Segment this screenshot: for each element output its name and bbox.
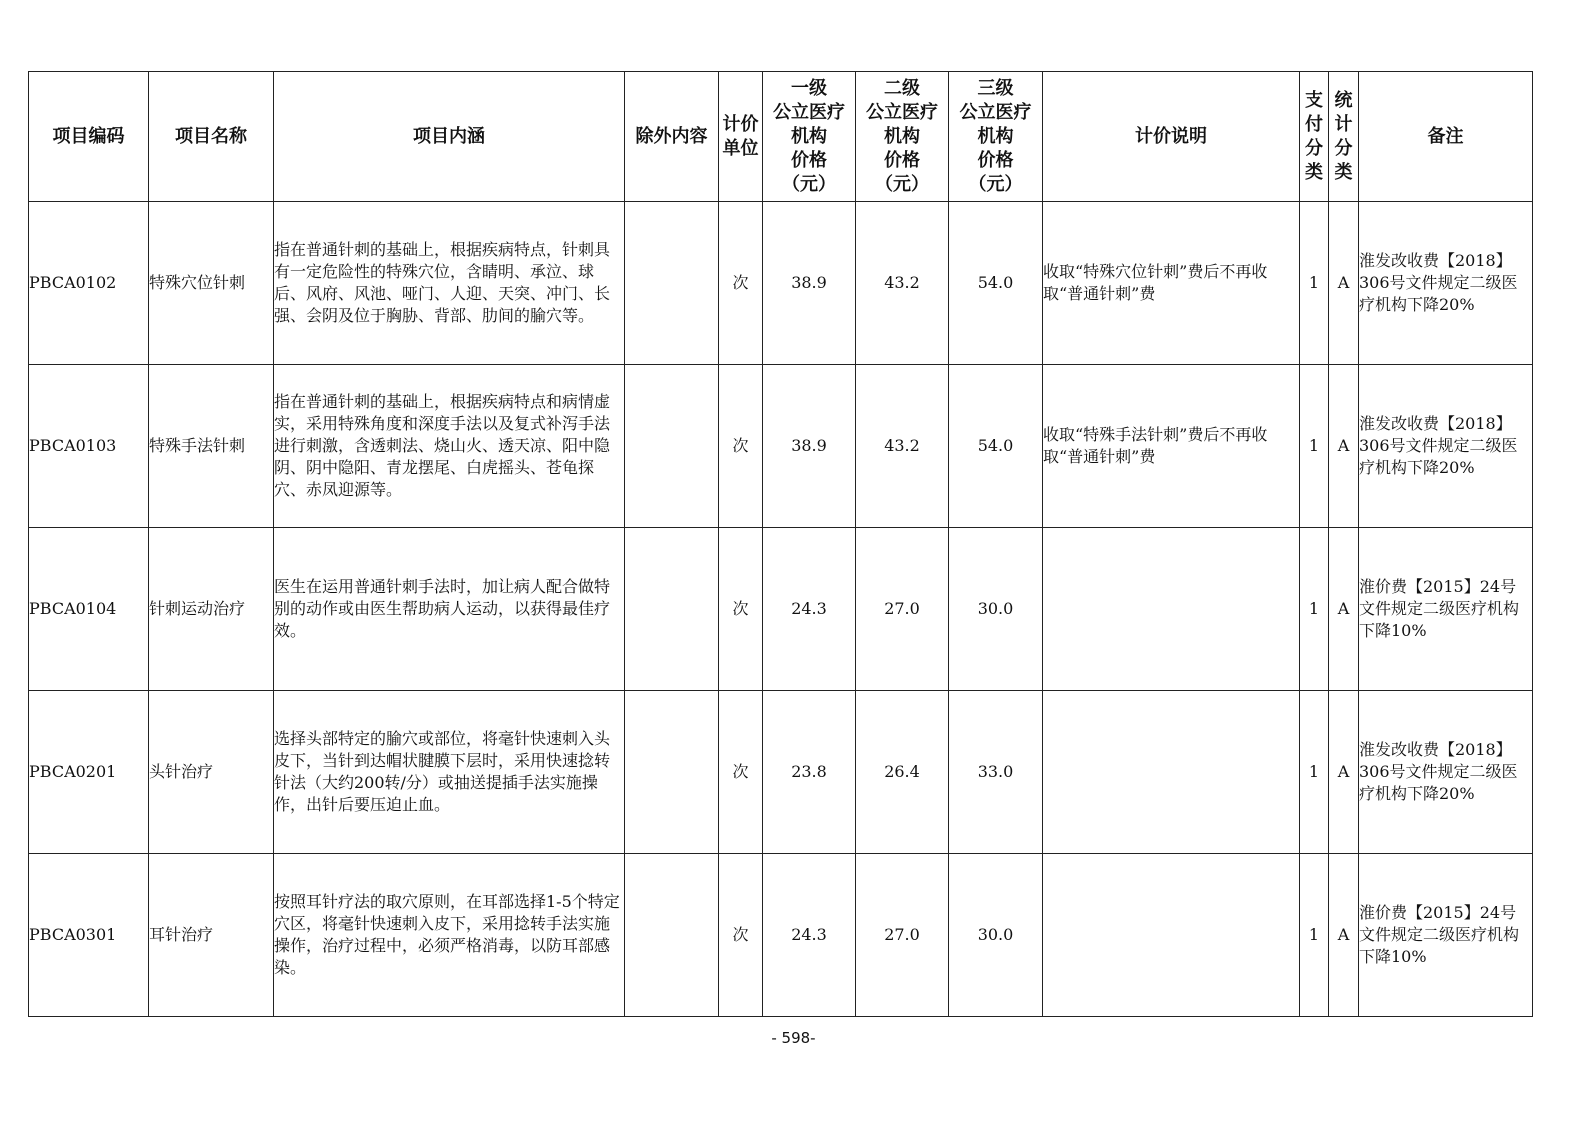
item-name: 特殊穴位针刺 xyxy=(149,202,274,365)
item-price-level1: 38.9 xyxy=(763,365,856,528)
item-stat-class: A xyxy=(1329,202,1359,365)
item-remark: 淮发改收费【2018】306号文件规定二级医疗机构下降20% xyxy=(1359,691,1533,854)
item-remark: 淮价费【2015】24号文件规定二级医疗机构下降10% xyxy=(1359,854,1533,1017)
item-pay-class: 1 xyxy=(1300,202,1329,365)
page-number: - 598- xyxy=(771,1029,816,1047)
header-pricing-note: 计价说明 xyxy=(1043,72,1300,202)
item-exclusion xyxy=(625,691,719,854)
item-unit: 次 xyxy=(719,854,763,1017)
table-row xyxy=(29,691,1533,854)
item-pay-class: 1 xyxy=(1300,854,1329,1017)
item-code: PBCA0104 xyxy=(29,528,149,691)
table-row xyxy=(29,202,1533,365)
item-name: 特殊手法针刺 xyxy=(149,365,274,528)
item-code: PBCA0102 xyxy=(29,202,149,365)
item-exclusion xyxy=(625,202,719,365)
item-price-level2: 27.0 xyxy=(856,528,949,691)
header-level1-price: 一级 公立医疗 机构 价格 （元） xyxy=(763,72,856,202)
header-exclusion: 除外内容 xyxy=(625,72,719,202)
header-pay-class: 支付分类 xyxy=(1300,72,1329,202)
item-pay-class: 1 xyxy=(1300,691,1329,854)
item-price-level2: 43.2 xyxy=(856,365,949,528)
table-row xyxy=(29,365,1533,528)
item-stat-class: A xyxy=(1329,691,1359,854)
header-level2-price: 二级 公立医疗 机构 价格 （元） xyxy=(856,72,949,202)
item-price-level2: 27.0 xyxy=(856,854,949,1017)
item-price-level2: 26.4 xyxy=(856,691,949,854)
item-pay-class: 1 xyxy=(1300,528,1329,691)
item-name: 针刺运动治疗 xyxy=(149,528,274,691)
item-exclusion xyxy=(625,365,719,528)
item-name: 耳针治疗 xyxy=(149,854,274,1017)
item-unit: 次 xyxy=(719,365,763,528)
item-content: 选择头部特定的腧穴或部位，将毫针快速刺入头皮下，当针到达帽状腱膜下层时，采用快速捻转针法（大约200转/分）或抽送提插手法实施操作，出针后要压迫止血。 xyxy=(274,691,625,854)
item-content: 指在普通针刺的基础上，根据疾病特点和病情虚实，采用特殊角度和深度手法以及复式补泻手法进行刺激，含透刺法、烧山火、透天凉、阳中隐阴、阴中隐阳、青龙摆尾、白虎摇头、苍龟探穴、赤凤迎源等。 xyxy=(274,365,625,528)
item-pricing-note xyxy=(1043,691,1300,854)
item-price-level1: 38.9 xyxy=(763,202,856,365)
item-exclusion xyxy=(625,854,719,1017)
item-pricing-note xyxy=(1043,854,1300,1017)
item-content: 医生在运用普通针刺手法时，加让病人配合做特别的动作或由医生帮助病人运动，以获得最佳疗效。 xyxy=(274,528,625,691)
item-price-level1: 23.8 xyxy=(763,691,856,854)
header-name: 项目名称 xyxy=(149,72,274,202)
table-row xyxy=(29,854,1533,1017)
header-content: 项目内涵 xyxy=(274,72,625,202)
item-unit: 次 xyxy=(719,202,763,365)
item-stat-class: A xyxy=(1329,854,1359,1017)
header-row xyxy=(29,72,1533,202)
item-remark: 淮发改收费【2018】306号文件规定二级医疗机构下降20% xyxy=(1359,202,1533,365)
item-stat-class: A xyxy=(1329,528,1359,691)
table-row xyxy=(29,528,1533,691)
item-remark: 淮价费【2015】24号文件规定二级医疗机构下降10% xyxy=(1359,528,1533,691)
header-stat-class: 统计分类 xyxy=(1329,72,1359,202)
item-code: PBCA0201 xyxy=(29,691,149,854)
item-stat-class: A xyxy=(1329,365,1359,528)
item-price-level3: 33.0 xyxy=(949,691,1043,854)
item-content: 指在普通针刺的基础上，根据疾病特点，针刺具有一定危险性的特殊穴位，含睛明、承泣、球后、风府、风池、哑门、人迎、天突、冲门、长强、会阴及位于胸胁、背部、肋间的腧穴等。 xyxy=(274,202,625,365)
item-price-level1: 24.3 xyxy=(763,854,856,1017)
item-code: PBCA0103 xyxy=(29,365,149,528)
item-pay-class: 1 xyxy=(1300,365,1329,528)
item-remark: 淮发改收费【2018】306号文件规定二级医疗机构下降20% xyxy=(1359,365,1533,528)
item-exclusion xyxy=(625,528,719,691)
item-pricing-note: 收取“特殊穴位针刺”费后不再收取“普通针刺”费 xyxy=(1043,202,1300,365)
item-unit: 次 xyxy=(719,528,763,691)
item-content: 按照耳针疗法的取穴原则，在耳部选择1-5个特定穴区，将毫针快速刺入皮下，采用捻转手法实施操作，治疗过程中，必须严格消毒，以防耳部感染。 xyxy=(274,854,625,1017)
item-pricing-note: 收取“特殊手法针刺”费后不再收取“普通针刺”费 xyxy=(1043,365,1300,528)
item-pricing-note xyxy=(1043,528,1300,691)
item-price-level3: 54.0 xyxy=(949,202,1043,365)
header-unit: 计价单位 xyxy=(719,72,763,202)
item-price-level2: 43.2 xyxy=(856,202,949,365)
header-remark: 备注 xyxy=(1359,72,1533,202)
item-name: 头针治疗 xyxy=(149,691,274,854)
item-price-level3: 54.0 xyxy=(949,365,1043,528)
item-unit: 次 xyxy=(719,691,763,854)
header-code: 项目编码 xyxy=(29,72,149,202)
price-table xyxy=(28,71,1533,1017)
item-code: PBCA0301 xyxy=(29,854,149,1017)
item-price-level1: 24.3 xyxy=(763,528,856,691)
item-price-level3: 30.0 xyxy=(949,528,1043,691)
item-price-level3: 30.0 xyxy=(949,854,1043,1017)
header-level3-price: 三级 公立医疗 机构 价格 （元） xyxy=(949,72,1043,202)
